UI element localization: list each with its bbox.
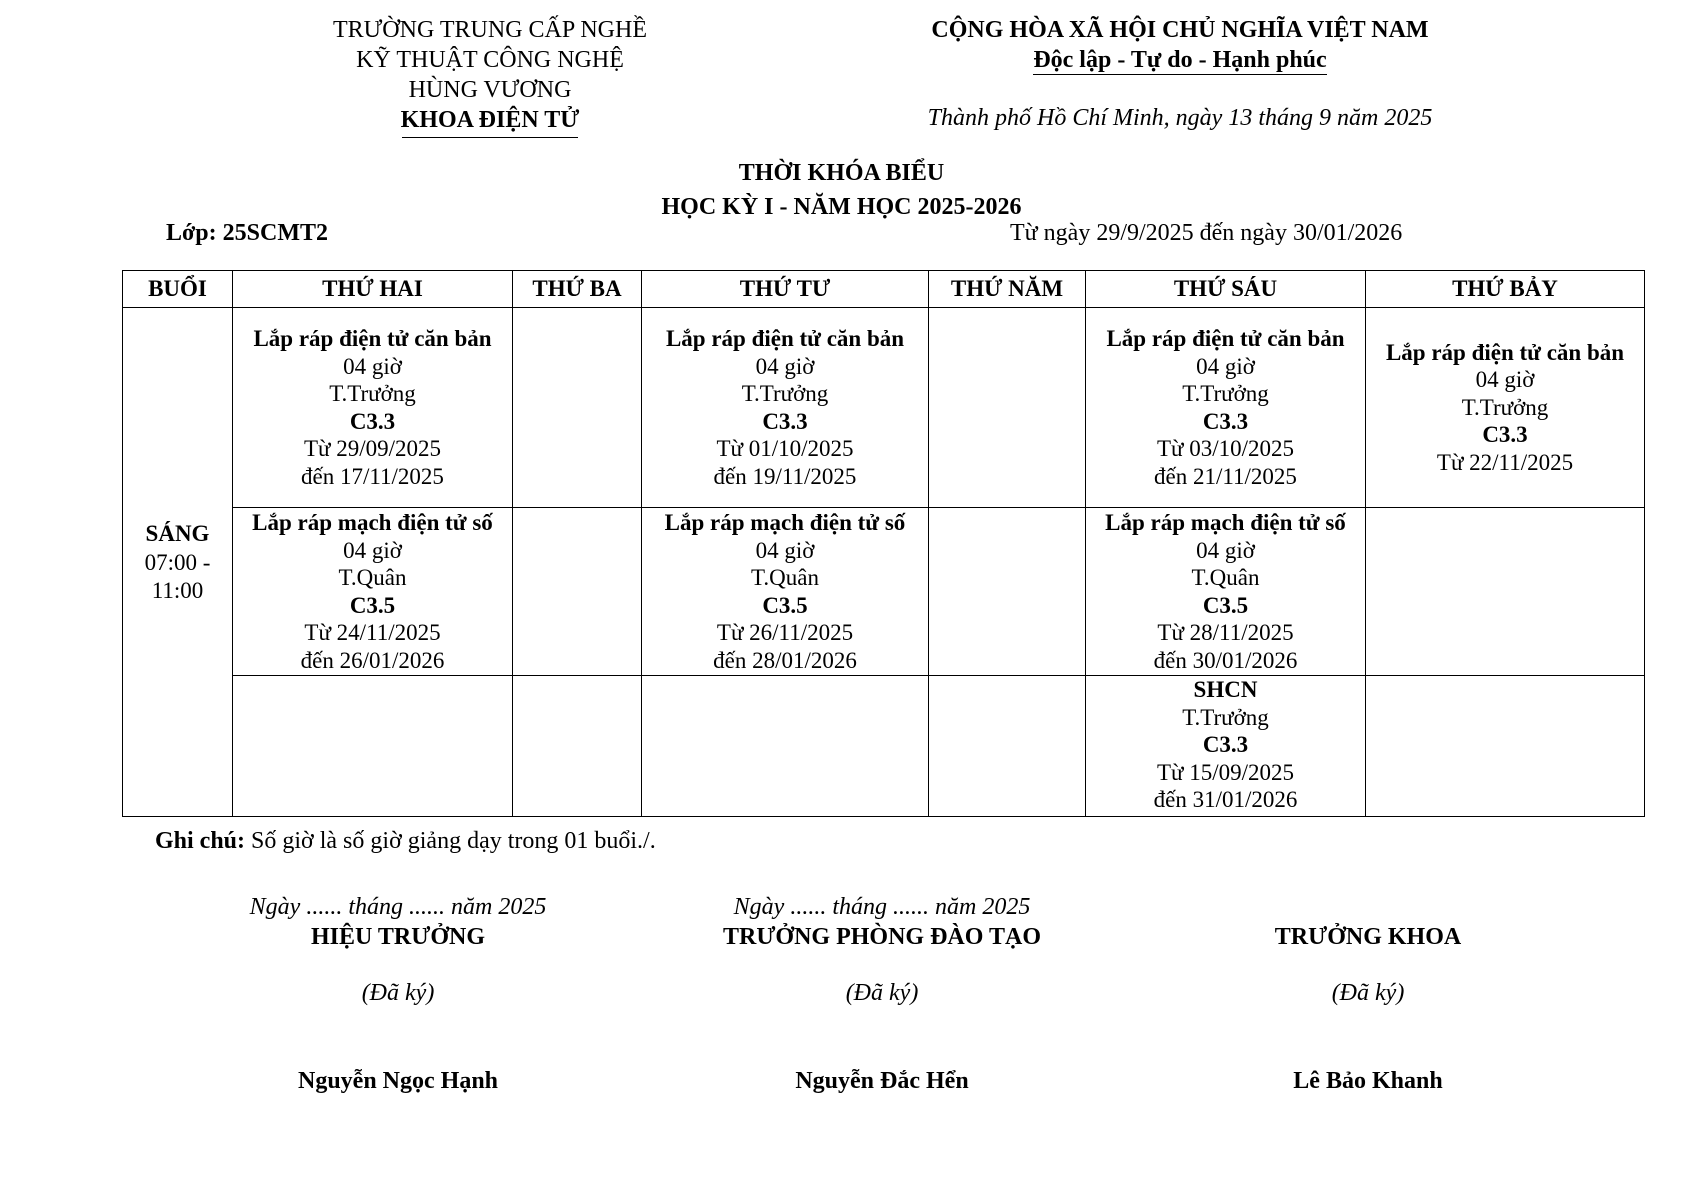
nation-header <box>860 15 1500 75</box>
class-from: Từ 15/09/2025 <box>1156 759 1295 785</box>
session-cell <box>123 308 233 817</box>
signature-dean <box>1118 892 1618 1095</box>
schedule-cell <box>1366 308 1645 508</box>
signature-date: Ngày ...... tháng ...... năm 2025 <box>733 894 1031 920</box>
class-teacher: T.Trưởng <box>1182 704 1269 730</box>
class-room: C3.3 <box>1202 732 1249 757</box>
schedule-cell <box>929 308 1086 508</box>
class-from: Từ 28/11/2025 <box>1157 620 1294 645</box>
class-hours: 04 giờ <box>343 353 402 379</box>
national-motto: Độc lập - Tự do - Hạnh phúc <box>1033 47 1327 73</box>
schedule-cell <box>233 308 513 508</box>
timetable-header-row <box>123 271 1645 308</box>
document-title <box>0 156 1683 224</box>
signature-status: (Đã ký) <box>845 980 919 1006</box>
session-time-start: 07:00 - <box>144 550 211 576</box>
signatory-name: Lê Bảo Khanh <box>1293 1068 1443 1094</box>
nation-name: CỘNG HÒA XÃ HỘI CHỦ NGHĨA VIỆT NAM <box>931 17 1429 43</box>
schedule-cell <box>233 676 513 817</box>
timetable-row <box>123 508 1645 676</box>
header-session: BUỔI <box>123 271 233 308</box>
header-wednesday: THỨ TƯ <box>642 271 929 308</box>
school-header <box>280 15 700 138</box>
class-teacher: T.Quân <box>1191 565 1260 590</box>
class-room: C3.5 <box>349 592 396 618</box>
schedule-cell <box>1086 308 1366 508</box>
signatory-name: Nguyễn Đắc Hển <box>795 1068 969 1094</box>
class-room: C3.5 <box>762 592 808 618</box>
title-line-2: HỌC KỲ I - NĂM HỌC 2025-2026 <box>661 194 1022 220</box>
note-text: Số giờ là số giờ giảng dạy trong 01 buổi./. <box>251 828 656 854</box>
class-label: Lớp: 25SCMT2 <box>166 220 328 246</box>
header-thursday: THỨ NĂM <box>929 271 1086 308</box>
session-time-end: 11:00 <box>151 577 204 603</box>
header-monday: THỨ HAI <box>233 271 513 308</box>
schedule-cell <box>929 676 1086 817</box>
class-subject: Lắp ráp điện tử căn bản <box>1106 326 1345 351</box>
note <box>155 828 656 855</box>
title-line-1: THỜI KHÓA BIỂU <box>738 160 945 186</box>
class-from: Từ 29/09/2025 <box>303 436 442 461</box>
class-room: C3.3 <box>349 408 396 434</box>
class-from: Từ 01/10/2025 <box>716 436 854 461</box>
class-to: đến 30/01/2026 <box>1153 647 1298 673</box>
class-to: đến 21/11/2025 <box>1154 463 1297 489</box>
class-teacher: T.Quân <box>751 565 819 590</box>
header-saturday: THỨ BẢY <box>1366 271 1645 308</box>
class-subject: Lắp ráp mạch điện tử số <box>664 510 906 535</box>
schedule-cell <box>513 308 642 508</box>
signature-training-head <box>632 892 1132 1095</box>
class-teacher: T.Trưởng <box>329 381 416 406</box>
header-friday: THỨ SÁU <box>1086 271 1366 308</box>
department-underline <box>402 137 578 138</box>
signature-status: (Đã ký) <box>1331 980 1405 1006</box>
class-to: đến 28/01/2026 <box>713 647 857 673</box>
signature-date: Ngày ...... tháng ...... năm 2025 <box>249 894 547 920</box>
class-room: C3.3 <box>1482 422 1528 448</box>
class-subject: Lắp ráp điện tử căn bản <box>253 326 492 351</box>
class-hours: 04 giờ <box>755 537 815 563</box>
header-tuesday: THỨ BA <box>513 271 642 308</box>
place-date: Thành phố Hồ Chí Minh, ngày 13 tháng 9 năm 2025 <box>927 105 1433 131</box>
class-subject: Lắp ráp mạch điện tử số <box>1105 510 1346 535</box>
class-subject: Lắp ráp điện tử căn bản <box>1385 339 1625 365</box>
class-teacher: T.Trưởng <box>1182 381 1269 406</box>
class-room: C3.5 <box>1202 592 1249 618</box>
class-to: đến 31/01/2026 <box>1153 787 1298 812</box>
signature-date-blank <box>1118 892 1618 922</box>
schedule-cell <box>642 676 929 817</box>
signature-role: TRƯỞNG KHOA <box>1274 924 1462 950</box>
timetable-row <box>123 676 1645 817</box>
signature-role: TRƯỞNG PHÒNG ĐÀO TẠO <box>722 924 1041 950</box>
class-from: Từ 24/11/2025 <box>304 620 441 645</box>
class-subject: Lắp ráp điện tử căn bản <box>665 326 905 351</box>
class-teacher: T.Trưởng <box>741 381 829 406</box>
class-hours: 04 giờ <box>1196 353 1255 379</box>
signature-status: (Đã ký) <box>361 980 435 1006</box>
class-teacher: T.Quân <box>338 565 407 590</box>
schedule-cell <box>1086 508 1366 676</box>
school-name-line-1: TRƯỜNG TRUNG CẤP NGHỀ <box>333 17 647 43</box>
class-hours: 04 giờ <box>343 537 402 563</box>
class-to: đến 26/01/2026 <box>300 647 445 673</box>
class-from: Từ 03/10/2025 <box>1156 436 1295 461</box>
note-label: Ghi chú: <box>155 828 246 854</box>
class-hours: 04 giờ <box>1475 367 1535 393</box>
class-subject: SHCN <box>1193 677 1258 702</box>
schedule-cell <box>642 508 929 676</box>
class-to: đến 19/11/2025 <box>713 463 857 489</box>
school-name-line-3: HÙNG VƯƠNG <box>408 77 572 103</box>
school-name-line-2: KỸ THUẬT CÔNG NGHỆ <box>356 47 624 73</box>
timetable-row <box>123 308 1645 508</box>
class-hours: 04 giờ <box>1196 537 1255 563</box>
class-from: Từ 26/11/2025 <box>716 620 854 645</box>
date-range: Từ ngày 29/9/2025 đến ngày 30/01/2026 <box>1010 220 1403 246</box>
class-to: đến 17/11/2025 <box>301 463 444 489</box>
class-teacher: T.Trưởng <box>1461 394 1549 420</box>
class-hours: 04 giờ <box>755 353 815 379</box>
schedule-cell <box>929 508 1086 676</box>
session-name: SÁNG <box>145 520 210 546</box>
schedule-cell <box>233 508 513 676</box>
schedule-cell <box>513 508 642 676</box>
class-from: Từ 22/11/2025 <box>1436 449 1574 475</box>
schedule-cell <box>513 676 642 817</box>
schedule-cell <box>642 308 929 508</box>
schedule-cell <box>1366 508 1645 676</box>
schedule-cell <box>1086 676 1366 817</box>
class-room: C3.3 <box>1202 408 1249 434</box>
class-subject: Lắp ráp mạch điện tử số <box>252 510 493 535</box>
signatory-name: Nguyễn Ngọc Hạnh <box>297 1068 499 1094</box>
class-room: C3.3 <box>762 408 808 434</box>
signature-role: HIỆU TRƯỞNG <box>310 924 486 950</box>
department-name: KHOA ĐIỆN TỬ <box>400 107 580 133</box>
signature-principal <box>148 892 648 1095</box>
schedule-cell <box>1366 676 1645 817</box>
timetable <box>122 270 1645 817</box>
